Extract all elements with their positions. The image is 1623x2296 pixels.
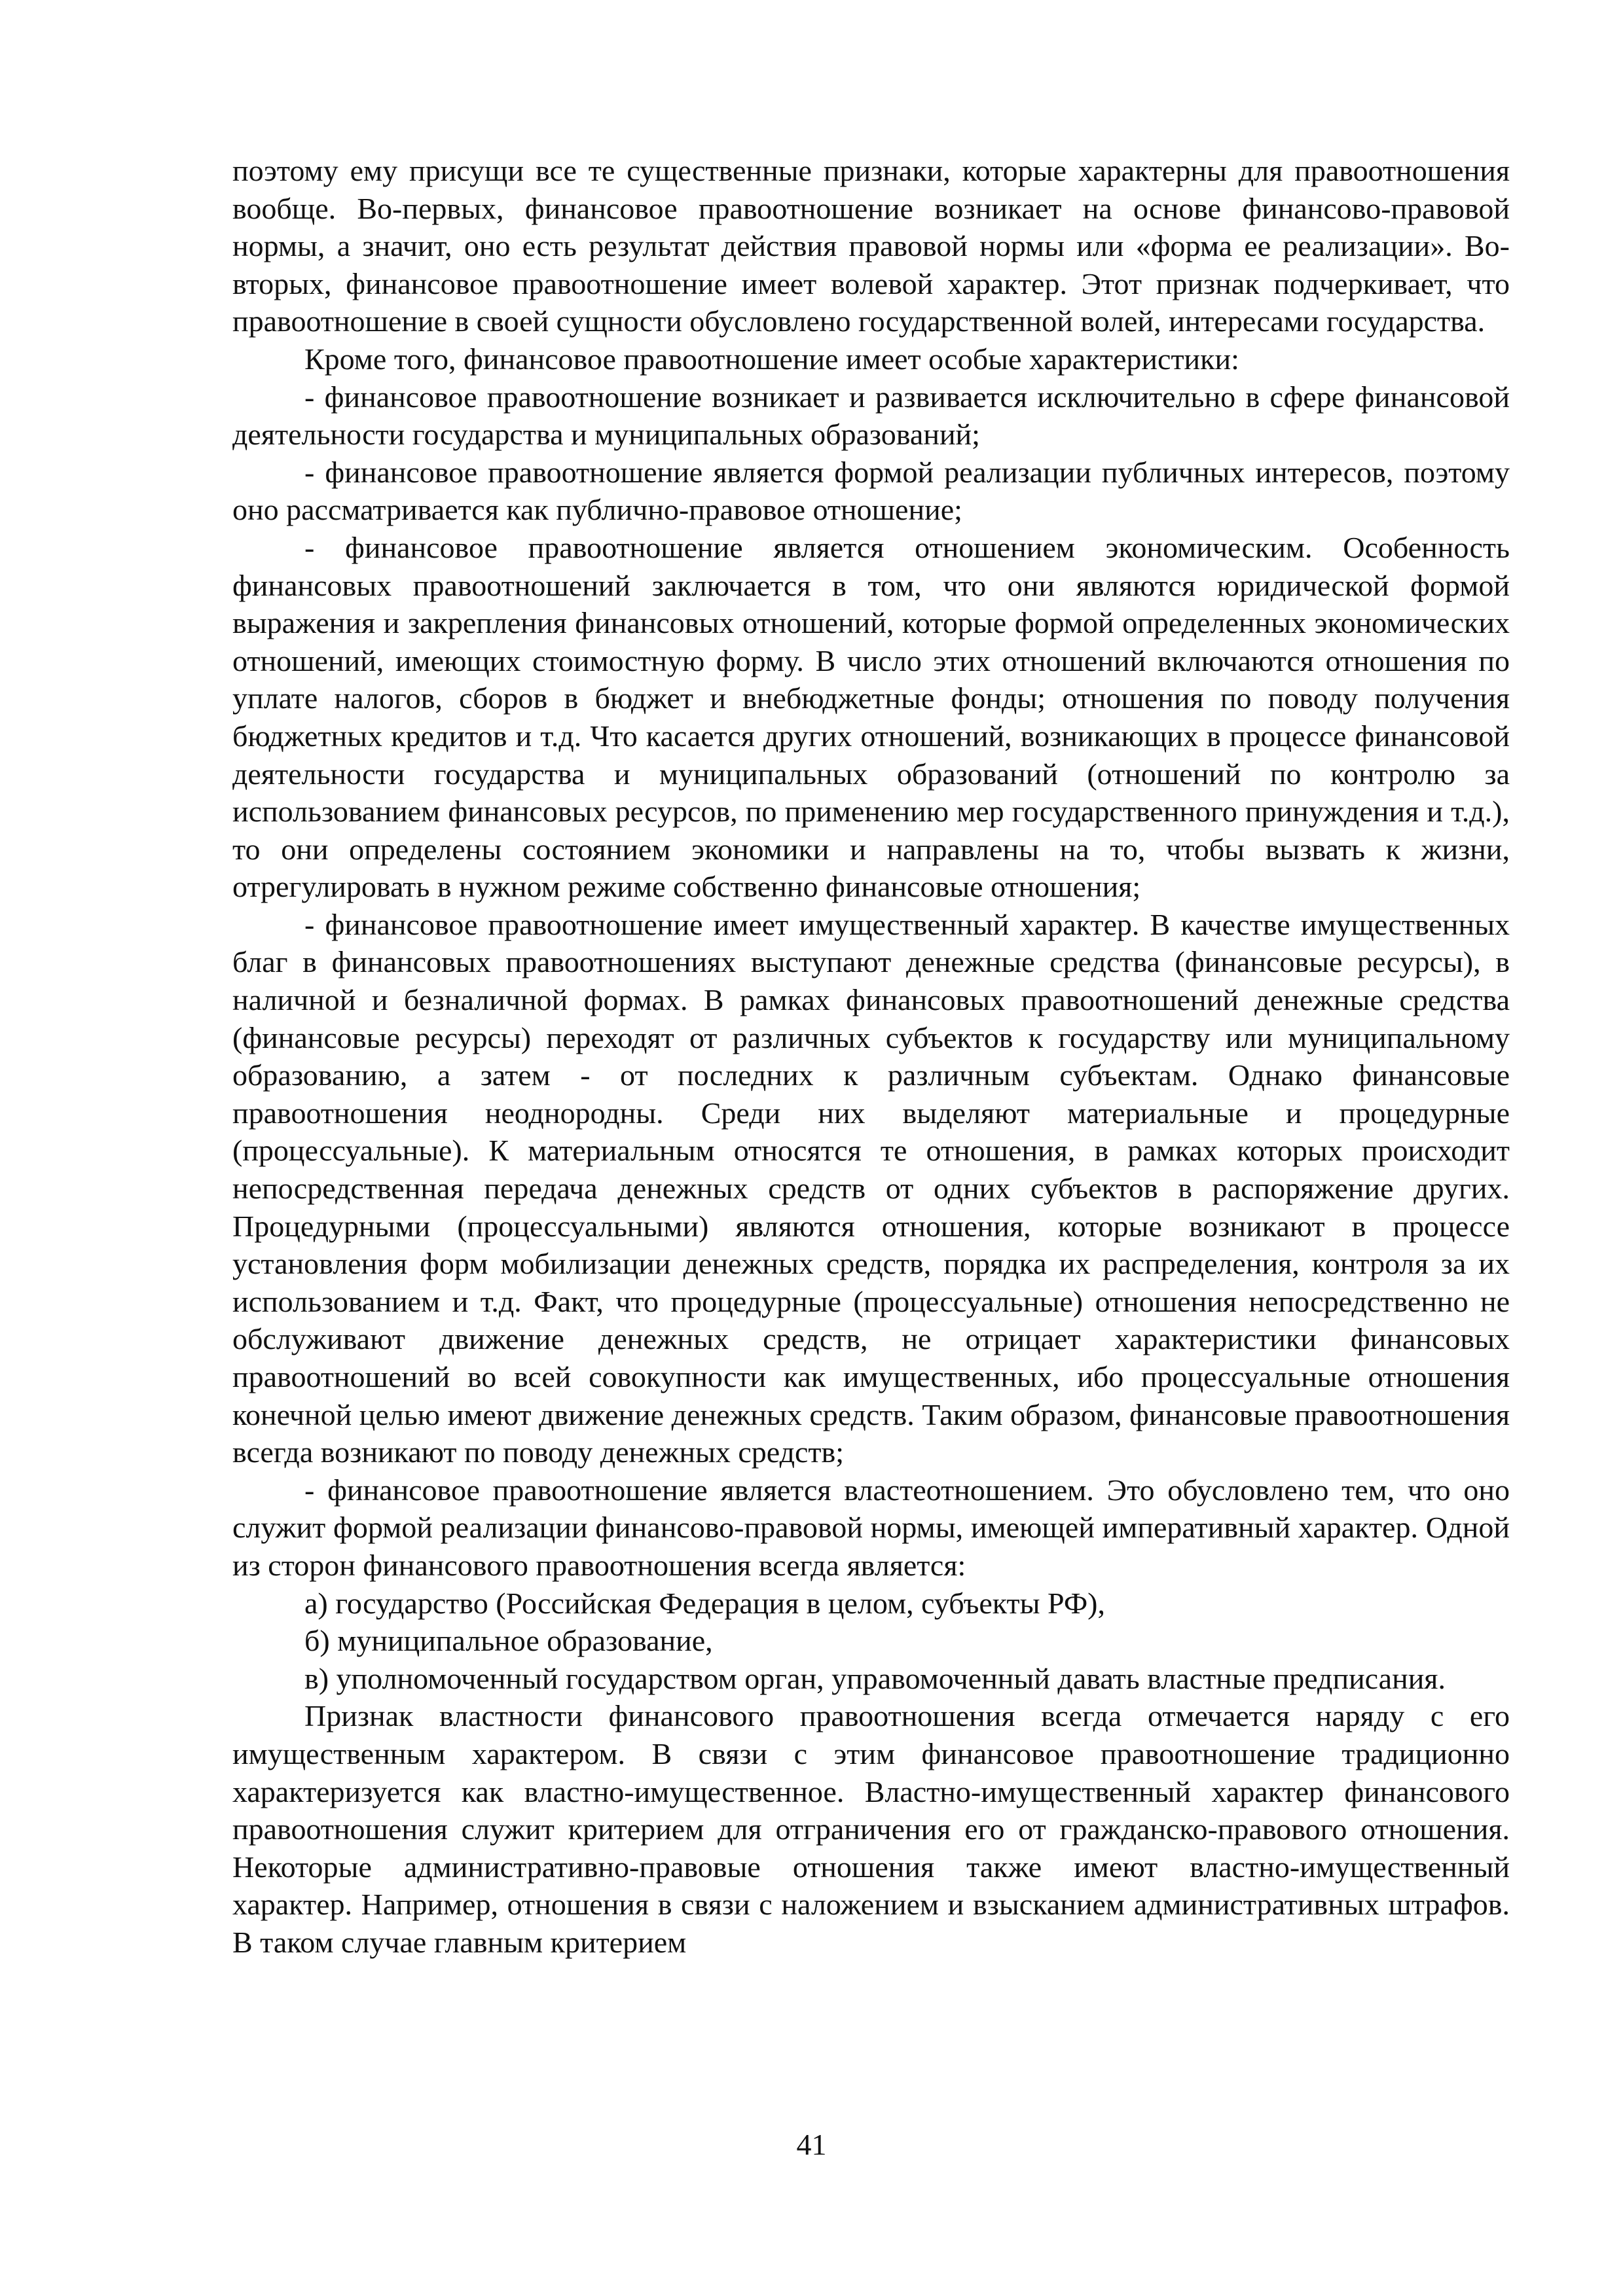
list-item-power: - финансовое правоотношение является властеотношением. Это обусловлено тем, что оно служит формой реализации финансово-правовой нормы, имеющей императивный характер. Одной из сторон финансового правоотношения всегда является:	[232, 1473, 1510, 1582]
list-item-sphere: - финансовое правоотношение возникает и развивается исключительно в сфере финансовой деятельности государства и муниципальных образований;	[232, 380, 1510, 452]
body-text	[232, 152, 1510, 1962]
sub-item-b: б) муниципальное образование,	[304, 1624, 713, 1658]
page-number: 41	[796, 2128, 827, 2161]
paragraph-intro-characteristics: Кроме того, финансовое правоотношение имеет особые характеристики:	[304, 342, 1239, 376]
list-item-economic: - финансовое правоотношение является отношением экономическим. Особенность финансовых правоотношений заключается в том, что они являются юридической формой выражения и закрепления финансовых отношений, которые формой определенных экономических отношений, имеющих стоимостную форму. В число этих отношений включаются отношения по уплате налогов, сборов в бюджет и внебюджетные фонды; отношения по поводу получения бюджетных кредитов и т.д. Что касается других отношений, возникающих в процессе финансовой деятельности государства и муниципальных образований (отношений по контролю за использованием финансовых ресурсов, по применению мер государственного принуждения и т.д.), то они определены состоянием экономики и направлены на то, чтобы вызвать к жизни, отрегулировать в нужном режиме собственно финансовые отношения;	[232, 530, 1510, 904]
list-item-public-interest: - финансовое правоотношение является формой реализации публичных интересов, поэтому оно рассматривается как публично-правовое отношение;	[232, 455, 1510, 527]
paragraph-power-property: Признак властности финансового правоотношения всегда отмечается наряду с его имущественным характером. В связи с этим финансовое правоотношение традиционно характеризуется как властно-имущественное. Властно-имущественный характер финансового правоотношения служит критерием для отграничения его от гражданско-правового отношения. Некоторые административно-правовые отношения также имеют властно-имущественный характер. Например, отношения в связи с наложением и взысканием административных штрафов. В таком случае главным критерием	[232, 1699, 1510, 1959]
list-item-property: - финансовое правоотношение имеет имущественный характер. В качестве имущественных благ в финансовых правоотношениях выступают денежные средства (финансовые ресурсы), в наличной и безналичной формах. В рамках финансовых правоотношений денежные средства (финансовые ресурсы) переходят от различных субъектов к государству или муниципальному образованию, а затем - от последних к различным субъектам. Однако финансовые правоотношения неоднородны. Среди них выделяют материальные и процедурные (процессуальные). К материальным относятся те отношения, в рамках которых происходит непосредственная передача денежных средств от одних субъектов в распоряжение других. Процедурными (процессуальными) являются отношения, которые возникают в процессе установления форм мобилизации денежных средств, порядка их распределения, контроля за их использованием и т.д. Факт, что процедурные (процессуальные) отношения непосредственно не обслуживают движение денежных средств, не отрицает характеристики финансовых правоотношений во всей совокупности как имущественных, ибо процессуальные отношения конечной целью имеют движение денежных средств. Таким образом, финансовые правоотношения всегда возникают по поводу денежных средств;	[232, 907, 1510, 1469]
paragraph-continuation: поэтому ему присущи все те существенные признаки, которые характерны для правоотношения вообще. Во-первых, финансовое правоотношение возникает на основе финансово-правовой нормы, а значит, оно есть результат действия правовой нормы или «форма ее реализации». Во-вторых, финансовое правоотношение имеет волевой характер. Этот признак подчеркивает, что правоотношение в своей сущности обусловлено государственной волей, интересами государства.	[232, 154, 1510, 338]
sub-item-c: в) уполномоченный государством орган, управомоченный давать властные предписания.	[304, 1661, 1446, 1695]
sub-item-a: а) государство (Российская Федерация в целом, субъекты РФ),	[304, 1586, 1105, 1620]
